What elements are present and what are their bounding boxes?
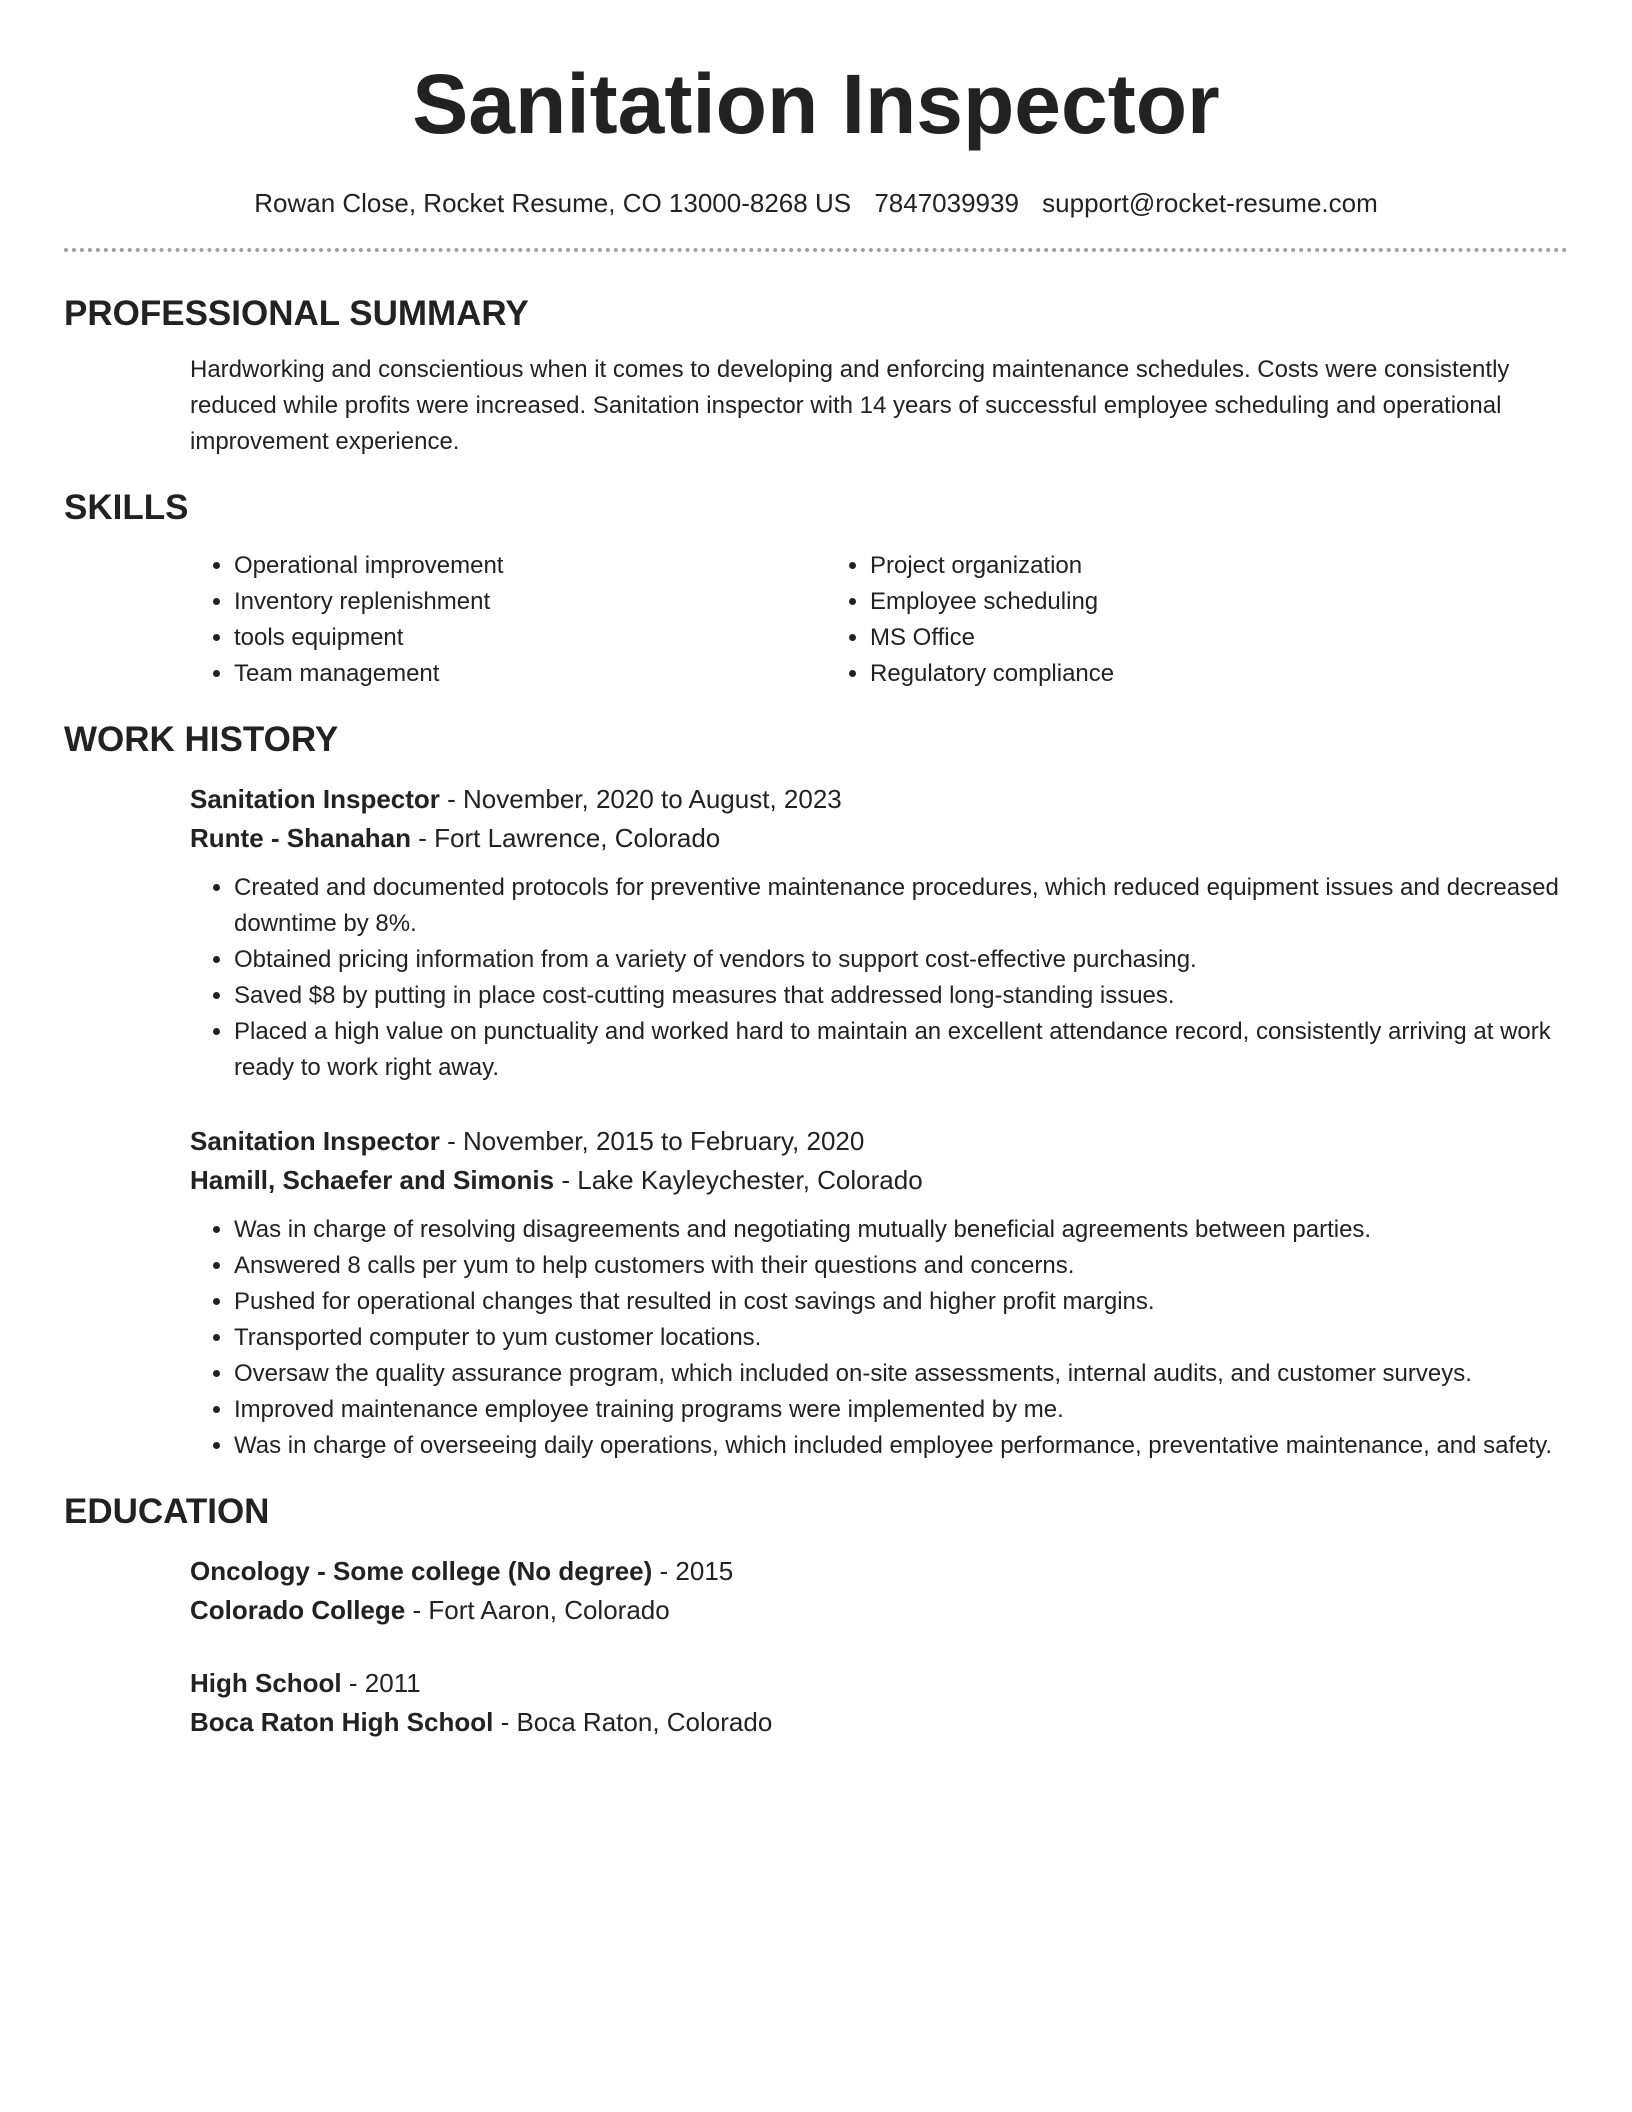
- education-location: - Boca Raton, Colorado: [493, 1707, 773, 1737]
- job-bullets: [190, 1212, 1568, 1464]
- header-divider: [64, 248, 1568, 252]
- education-degree-line: [190, 1664, 1568, 1703]
- education-year: - 2015: [652, 1556, 734, 1586]
- skills-list-left: [190, 548, 826, 692]
- education-entry: [190, 1664, 1568, 1742]
- skill-item: • Operational improvement: [234, 548, 826, 584]
- education-entry: [190, 1552, 1568, 1630]
- job-dates: - November, 2020 to August, 2023: [439, 784, 842, 814]
- skills-heading: SKILLS: [64, 488, 189, 527]
- work-history-section: [64, 718, 1568, 1464]
- skill-item: • MS Office: [870, 620, 1462, 656]
- work-history-heading: WORK HISTORY: [64, 720, 339, 759]
- job-position: Sanitation Inspector: [190, 1126, 440, 1156]
- job-company: Hamill, Schaefer and Simonis: [190, 1165, 555, 1195]
- job-entry: [190, 1122, 1568, 1464]
- contact-line: [64, 186, 1568, 220]
- job-company-line: [190, 819, 1568, 858]
- education-section: [64, 1490, 1568, 1742]
- contact-email[interactable]: support@rocket-resume.com: [1042, 188, 1378, 218]
- job-bullet: • Pushed for operational changes that resulted in cost savings and higher profit margins.: [234, 1284, 1568, 1320]
- job-title-line: [190, 780, 1568, 819]
- education-body: [64, 1552, 1568, 1742]
- job-company-line: [190, 1161, 1568, 1200]
- summary-heading: PROFESSIONAL SUMMARY: [64, 294, 529, 333]
- skill-item: • Employee scheduling: [870, 584, 1462, 620]
- education-school-line: [190, 1591, 1568, 1630]
- education-year: - 2011: [341, 1668, 421, 1698]
- contact-phone: 7847039939: [874, 188, 1019, 218]
- summary-section: [64, 292, 1568, 460]
- education-degree: Oncology - Some college (No degree): [190, 1556, 653, 1586]
- education-school: Boca Raton High School: [190, 1707, 494, 1737]
- summary-text: Hardworking and conscientious when it comes to developing and enforcing maintenance schedules. Costs were consistently reduced while profits were increased. Sanitation inspector with 14 years of successful employee scheduling and operational improvement experience.: [190, 356, 1510, 455]
- job-entry: [190, 780, 1568, 1086]
- job-title-line: [190, 1122, 1568, 1161]
- education-location: - Fort Aaron, Colorado: [405, 1595, 670, 1625]
- job-bullet: • Saved $8 by putting in place cost-cutting measures that addressed long-standing issues.: [234, 978, 1568, 1014]
- job-bullet: • Was in charge of overseeing daily operations, which included employee performance, preventative maintenance, and safety.: [234, 1428, 1568, 1464]
- skills-body: [64, 548, 1568, 692]
- skill-item: • tools equipment: [234, 620, 826, 656]
- skills-list-right: [826, 548, 1462, 692]
- skill-item: • Team management: [234, 656, 826, 692]
- education-degree-line: [190, 1552, 1568, 1591]
- education-degree: High School: [190, 1668, 342, 1698]
- job-bullets: [190, 870, 1568, 1086]
- job-location: - Fort Lawrence, Colorado: [411, 823, 721, 853]
- job-bullet: • Was in charge of resolving disagreements and negotiating mutually beneficial agreements between parties.: [234, 1212, 1568, 1248]
- job-location: - Lake Kayleychester, Colorado: [554, 1165, 923, 1195]
- skill-item: • Project organization: [870, 548, 1462, 584]
- job-bullet: • Oversaw the quality assurance program, which included on-site assessments, internal audits, and customer surveys.: [234, 1356, 1568, 1392]
- skill-item: • Inventory replenishment: [234, 584, 826, 620]
- job-bullet: • Improved maintenance employee training programs were implemented by me.: [234, 1392, 1568, 1428]
- education-school: Colorado College: [190, 1595, 406, 1625]
- education-school-line: [190, 1703, 1568, 1742]
- skills-columns: [190, 548, 1568, 692]
- education-heading: EDUCATION: [64, 1492, 270, 1531]
- skills-section: [64, 486, 1568, 692]
- job-dates: - November, 2015 to February, 2020: [439, 1126, 865, 1156]
- job-bullet: • Transported computer to yum customer locations.: [234, 1320, 1568, 1356]
- job-bullet: • Answered 8 calls per yum to help customers with their questions and concerns.: [234, 1248, 1568, 1284]
- contact-address: Rowan Close, Rocket Resume, CO 13000-8268 US: [254, 188, 852, 218]
- resume-name: Sanitation Inspector: [412, 57, 1220, 151]
- job-bullet: • Obtained pricing information from a variety of vendors to support cost-effective purchasing.: [234, 942, 1568, 978]
- work-history-body: [64, 780, 1568, 1464]
- job-bullet: • Created and documented protocols for preventive maintenance procedures, which reduced equipment issues and decreased downtime by 8%.: [234, 870, 1568, 942]
- job-company: Runte - Shanahan: [190, 823, 412, 853]
- job-bullet: • Placed a high value on punctuality and worked hard to maintain an excellent attendance record, consistently arriving at work ready to work right away.: [234, 1014, 1568, 1086]
- job-position: Sanitation Inspector: [190, 784, 440, 814]
- skill-item: • Regulatory compliance: [870, 656, 1462, 692]
